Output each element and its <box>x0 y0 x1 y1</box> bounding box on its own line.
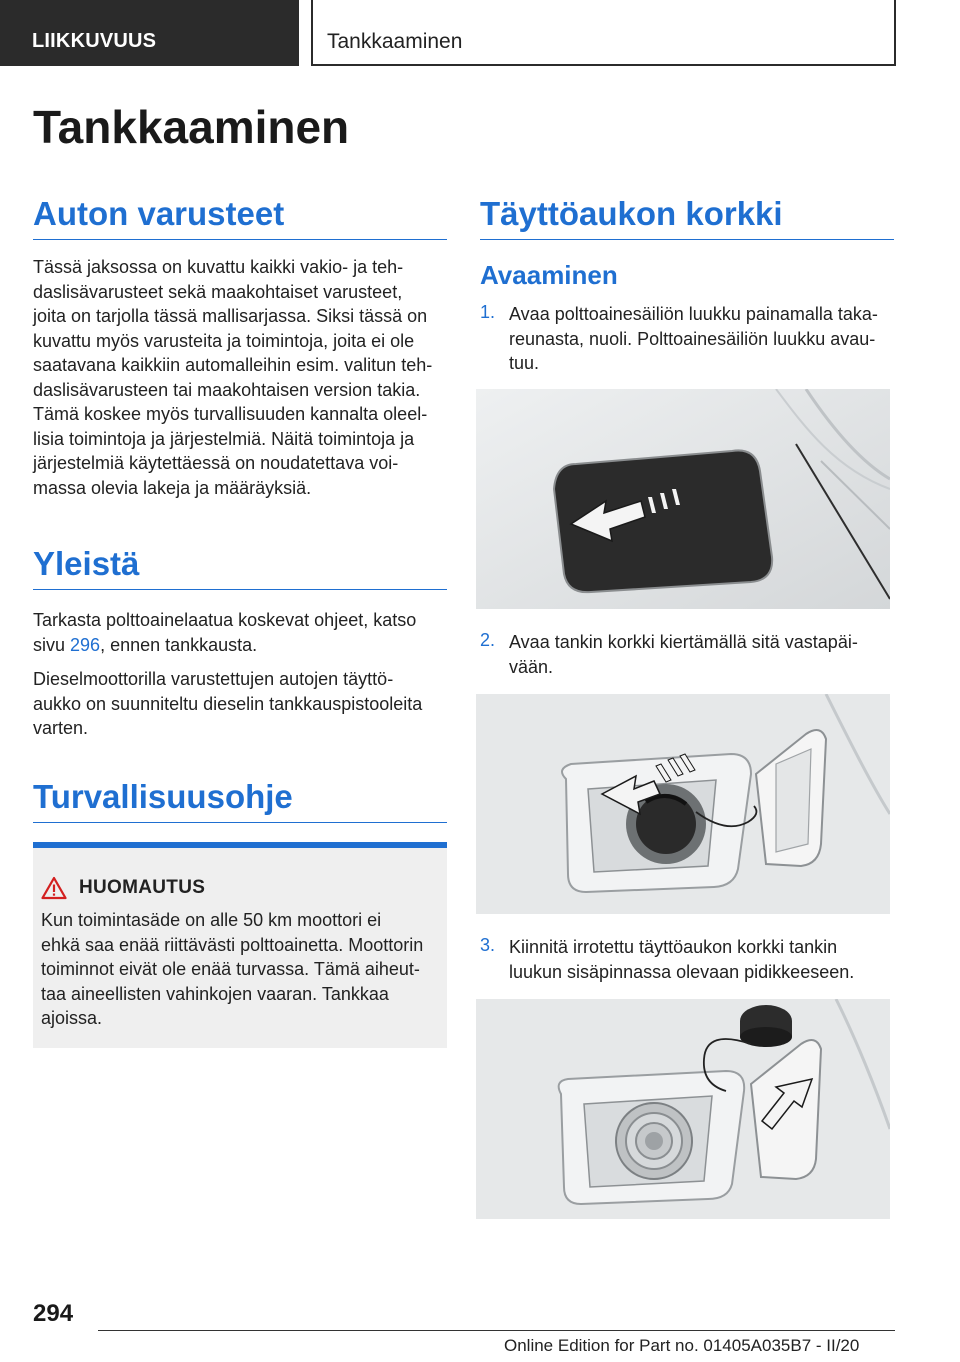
notice-line: Kun toimintasäde on alle 50 km moottori ei <box>41 910 382 930</box>
step-text <box>509 302 895 376</box>
heading-filler-cap: Täyttöaukon korkki <box>480 195 894 240</box>
heading-safety: Turvallisuusohje <box>33 778 447 823</box>
page-number: 294 <box>33 1300 74 1327</box>
step-line: vään. <box>509 656 554 677</box>
equipment-line: järjestelmiä käytettäessä on noudatettava voi- <box>33 453 399 473</box>
step-line: Avaa polttoainesäiliön luukku painamalla taka- <box>509 304 878 324</box>
footer-edition: Online Edition for Part no. 01405A035B7 - II/20 <box>504 1336 860 1355</box>
general-line: varten. <box>33 718 89 738</box>
equipment-line: kuvattu myös varusteita ja toimintoja, joita ei ole <box>33 330 415 351</box>
subheading-opening: Avaaminen <box>480 260 618 290</box>
step-text <box>509 630 895 679</box>
step-line: Avaa tankin korkki kiertämällä sitä vastapäi- <box>509 632 858 652</box>
equipment-line: daslisävarusteet sekä maakohtaiset varusteet, <box>33 281 403 302</box>
step-1 <box>480 302 895 376</box>
notice-title: HUOMAUTUS <box>79 877 206 898</box>
general-text: , ennen tankkausta. <box>100 634 258 655</box>
step-3 <box>480 935 895 984</box>
step-line: luukun sisäpinnassa olevaan pidikkeeseen. <box>509 961 855 982</box>
equipment-line: Tässä jaksossa on kuvattu kaikki vakio- ja teh- <box>33 257 404 277</box>
general-paragraph-2 <box>33 667 453 741</box>
general-paragraph-1 <box>33 608 453 657</box>
figure-fuel-flap <box>476 389 890 609</box>
step-text <box>509 935 895 984</box>
step-line: tuu. <box>509 353 540 373</box>
figure-fuel-cap-twist <box>476 694 890 914</box>
step-line: Kiinnitä irrotettu täyttöaukon korkki tankin <box>509 937 838 957</box>
equipment-line: saatavana kaikkiin automalleihin esim. valitun teh- <box>33 355 433 375</box>
step-number: 1. <box>480 302 496 322</box>
notice-header <box>41 876 205 900</box>
general-line-with-link <box>33 633 453 658</box>
equipment-paragraph <box>33 255 453 500</box>
page-title: Tankkaaminen <box>33 101 350 153</box>
notice-text <box>41 908 441 1031</box>
warning-triangle-icon <box>41 876 67 900</box>
general-text: sivu <box>33 634 71 655</box>
equipment-line: Tämä koskee myös turvallisuuden kannalta oleel- <box>33 404 428 424</box>
header-section-tab: LIIKKUVUUS <box>0 0 299 66</box>
equipment-line: joita on tarjolla tässä mallisarjassa. Siksi tässä on <box>33 306 428 326</box>
equipment-line: massa olevia lakeja ja määräyksiä. <box>33 477 312 498</box>
step-2 <box>480 630 895 679</box>
notice-line: ehkä saa enää riittävästi polttoainetta. Moottorin <box>41 934 424 955</box>
heading-equipment: Auton varusteet <box>33 195 447 240</box>
notice-line: toiminnot eivät ole enää turvassa. Tämä aiheut- <box>41 959 420 979</box>
figure-cap-holder <box>476 999 890 1219</box>
cap-holder-illustration <box>476 999 890 1219</box>
notice-line: taa aineellisten vahinkojen vaaran. Tankkaa <box>41 983 389 1004</box>
notice-box <box>33 842 447 1048</box>
equipment-line: daslisävarusteen tai maakohtaisen version takia. <box>33 379 421 400</box>
general-line: Dieselmoottorilla varustettujen autojen täyttö- <box>33 669 394 689</box>
step-number: 3. <box>480 935 496 955</box>
fuel-flap-illustration <box>476 389 890 609</box>
page-link-296[interactable]: 296 <box>70 634 101 655</box>
step-line: reunasta, nuoli. Polttoainesäiliön luukku avau- <box>509 328 876 349</box>
notice-line: ajoissa. <box>41 1008 103 1028</box>
general-line: aukko on suunniteltu dieselin tankkauspistooleita <box>33 693 423 714</box>
general-line: Tarkasta polttoainelaatua koskevat ohjeet, katso <box>33 610 417 630</box>
equipment-line: lisia toimintoja ja järjestelmiä. Näitä toimintoja ja <box>33 428 415 449</box>
header-chapter-tab: Tankkaaminen <box>311 0 896 66</box>
footer-divider <box>98 1330 895 1331</box>
fuel-cap-twist-illustration <box>476 694 890 914</box>
step-number: 2. <box>480 630 496 650</box>
heading-general: Yleistä <box>33 545 447 590</box>
